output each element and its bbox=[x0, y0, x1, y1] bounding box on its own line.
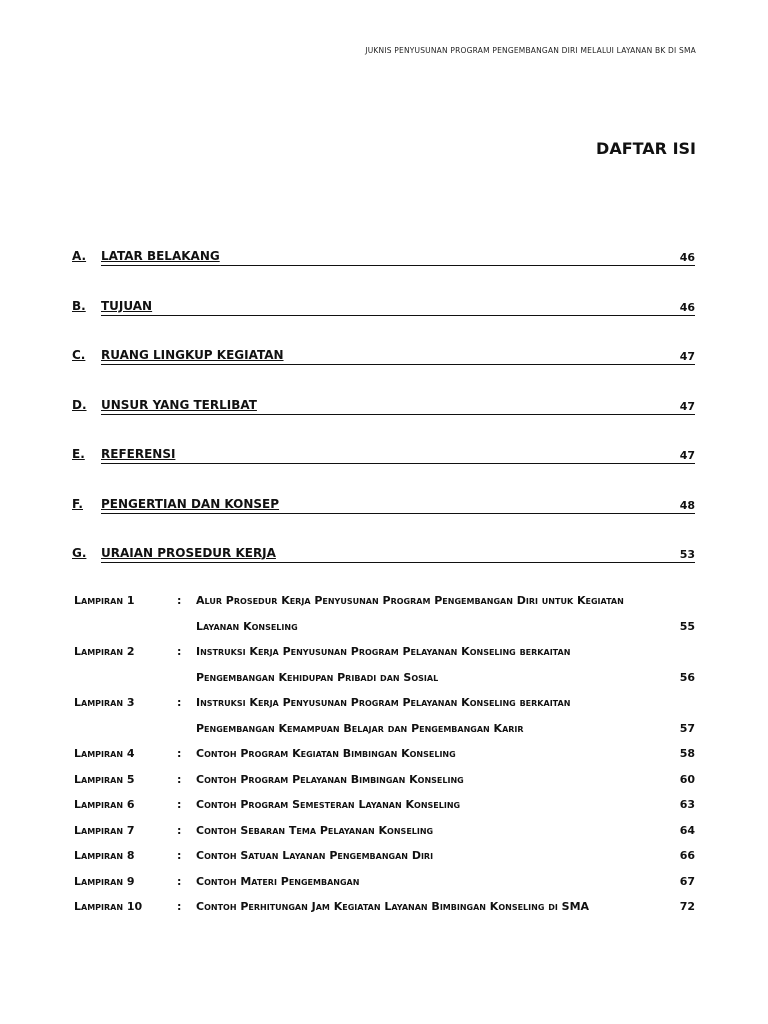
appendix-label: Lampiran 7 bbox=[74, 823, 135, 837]
appendix-colon: : bbox=[177, 772, 182, 786]
leader-rule bbox=[101, 315, 695, 316]
leader-rule bbox=[101, 414, 695, 415]
appendix-page-number: 63 bbox=[679, 798, 695, 811]
leader-rule bbox=[101, 562, 695, 563]
toc-letter: A. bbox=[72, 249, 87, 263]
toc-letter: B. bbox=[72, 298, 86, 313]
appendix-page-number: 64 bbox=[679, 823, 695, 837]
toc-page-number: 48 bbox=[679, 498, 695, 512]
appendix-title-continued: Pengembangan Kehidupan Pribadi dan Sosial bbox=[196, 670, 439, 684]
appendix-label: Lampiran 1 bbox=[74, 594, 135, 607]
appendix-title: Contoh Satuan Layanan Pengembangan Diri bbox=[196, 849, 434, 862]
toc-label: LATAR BELAKANG bbox=[101, 249, 220, 263]
toc-page-number: 46 bbox=[679, 300, 695, 314]
appendix-entry-4[interactable] bbox=[74, 747, 695, 773]
toc-entry-f[interactable] bbox=[72, 497, 695, 547]
toc-label: RUANG LINGKUP KEGIATAN bbox=[101, 348, 284, 362]
appendix-page-number: 57 bbox=[679, 721, 695, 735]
appendix-entry-5[interactable] bbox=[74, 773, 695, 799]
toc-page-number: 47 bbox=[679, 399, 695, 413]
toc-label: REFERENSI bbox=[101, 447, 176, 461]
appendix-entry-7[interactable] bbox=[74, 824, 695, 850]
appendix-title: Contoh Sebaran Tema Pelayanan Konseling bbox=[196, 823, 434, 837]
appendix-label: Lampiran 2 bbox=[74, 645, 135, 658]
appendix-label: Lampiran 3 bbox=[74, 696, 135, 709]
appendix-page-number: 55 bbox=[679, 619, 695, 633]
appendix-label: Lampiran 8 bbox=[74, 849, 135, 862]
appendix-title: Contoh Perhitungan Jam Kegiatan Layanan Bimbingan Konseling di SMA bbox=[196, 900, 590, 913]
toc-letter: E. bbox=[72, 447, 85, 461]
leader-rule bbox=[101, 364, 695, 365]
toc-entry-d[interactable] bbox=[72, 398, 695, 448]
appendix-label: Lampiran 10 bbox=[74, 900, 143, 913]
appendix-page-number: 66 bbox=[679, 849, 695, 862]
toc-letter: C. bbox=[72, 348, 86, 362]
appendix-page-number: 67 bbox=[679, 874, 695, 888]
toc-page-number: 53 bbox=[679, 548, 695, 561]
toc-letter: F. bbox=[72, 496, 83, 511]
appendix-colon: : bbox=[177, 900, 182, 913]
toc-page-number: 47 bbox=[679, 350, 695, 363]
appendix-colon: : bbox=[177, 823, 182, 837]
toc-page-number: 47 bbox=[679, 449, 695, 462]
appendix-entry-10[interactable] bbox=[74, 900, 695, 926]
appendix-colon: : bbox=[177, 594, 182, 607]
appendix-entry-1[interactable] bbox=[74, 594, 695, 645]
page-title: DAFTAR ISI bbox=[596, 139, 696, 158]
toc-entry-c[interactable] bbox=[72, 348, 695, 398]
appendix-list bbox=[74, 594, 695, 926]
toc-label: PENGERTIAN DAN KONSEP bbox=[101, 496, 280, 511]
appendix-colon: : bbox=[177, 849, 182, 862]
appendix-title: Alur Prosedur Kerja Penyusunan Program Pengembangan Diri untuk Kegiatan bbox=[196, 594, 624, 607]
appendix-colon: : bbox=[177, 798, 182, 811]
toc-entry-g[interactable] bbox=[72, 546, 695, 596]
appendix-title: Contoh Program Pelayanan Bimbingan Konseling bbox=[196, 772, 464, 786]
toc-label: TUJUAN bbox=[101, 298, 153, 313]
appendix-page-number: 72 bbox=[679, 900, 695, 913]
appendix-entry-2[interactable] bbox=[74, 645, 695, 696]
appendix-entry-6[interactable] bbox=[74, 798, 695, 824]
appendix-label: Lampiran 6 bbox=[74, 798, 135, 811]
appendix-colon: : bbox=[177, 696, 182, 709]
toc-label: URAIAN PROSEDUR KERJA bbox=[101, 546, 276, 560]
running-header: JUKNIS PENYUSUNAN PROGRAM PENGEMBANGAN DIRI MELALUI LAYANAN BK DI SMA bbox=[365, 46, 696, 55]
appendix-title: Contoh Materi Pengembangan bbox=[196, 874, 360, 888]
appendix-label: Lampiran 5 bbox=[74, 772, 135, 786]
toc-page-number: 46 bbox=[679, 251, 695, 264]
appendix-colon: : bbox=[177, 874, 182, 888]
leader-rule bbox=[101, 265, 695, 266]
appendix-colon: : bbox=[177, 747, 182, 760]
appendix-title: Instruksi Kerja Penyusunan Program Pelayanan Konseling berkaitan bbox=[196, 645, 571, 658]
appendix-title: Contoh Program Semesteran Layanan Konseling bbox=[196, 798, 461, 811]
appendix-entry-8[interactable] bbox=[74, 849, 695, 875]
appendix-entry-9[interactable] bbox=[74, 875, 695, 901]
leader-rule bbox=[101, 513, 695, 514]
appendix-title-continued: Layanan Konseling bbox=[196, 619, 298, 633]
appendix-title: Contoh Program Kegiatan Bimbingan Konseling bbox=[196, 747, 456, 760]
appendix-page-number: 58 bbox=[679, 747, 695, 760]
table-of-contents bbox=[72, 249, 695, 596]
toc-letter: G. bbox=[72, 546, 87, 560]
appendix-colon: : bbox=[177, 645, 182, 658]
toc-label: UNSUR YANG TERLIBAT bbox=[101, 397, 257, 412]
toc-entry-b[interactable] bbox=[72, 299, 695, 349]
toc-entry-e[interactable] bbox=[72, 447, 695, 497]
leader-rule bbox=[101, 463, 695, 464]
toc-letter: D. bbox=[72, 397, 87, 412]
appendix-page-number: 60 bbox=[679, 772, 695, 786]
appendix-title: Instruksi Kerja Penyusunan Program Pelayanan Konseling berkaitan bbox=[196, 696, 571, 709]
appendix-label: Lampiran 9 bbox=[74, 874, 135, 888]
toc-entry-a[interactable] bbox=[72, 249, 695, 299]
appendix-title-continued: Pengembangan Kemampuan Belajar dan Pengembangan Karir bbox=[196, 721, 524, 735]
appendix-label: Lampiran 4 bbox=[74, 747, 135, 760]
appendix-entry-3[interactable] bbox=[74, 696, 695, 747]
appendix-page-number: 56 bbox=[679, 670, 695, 684]
